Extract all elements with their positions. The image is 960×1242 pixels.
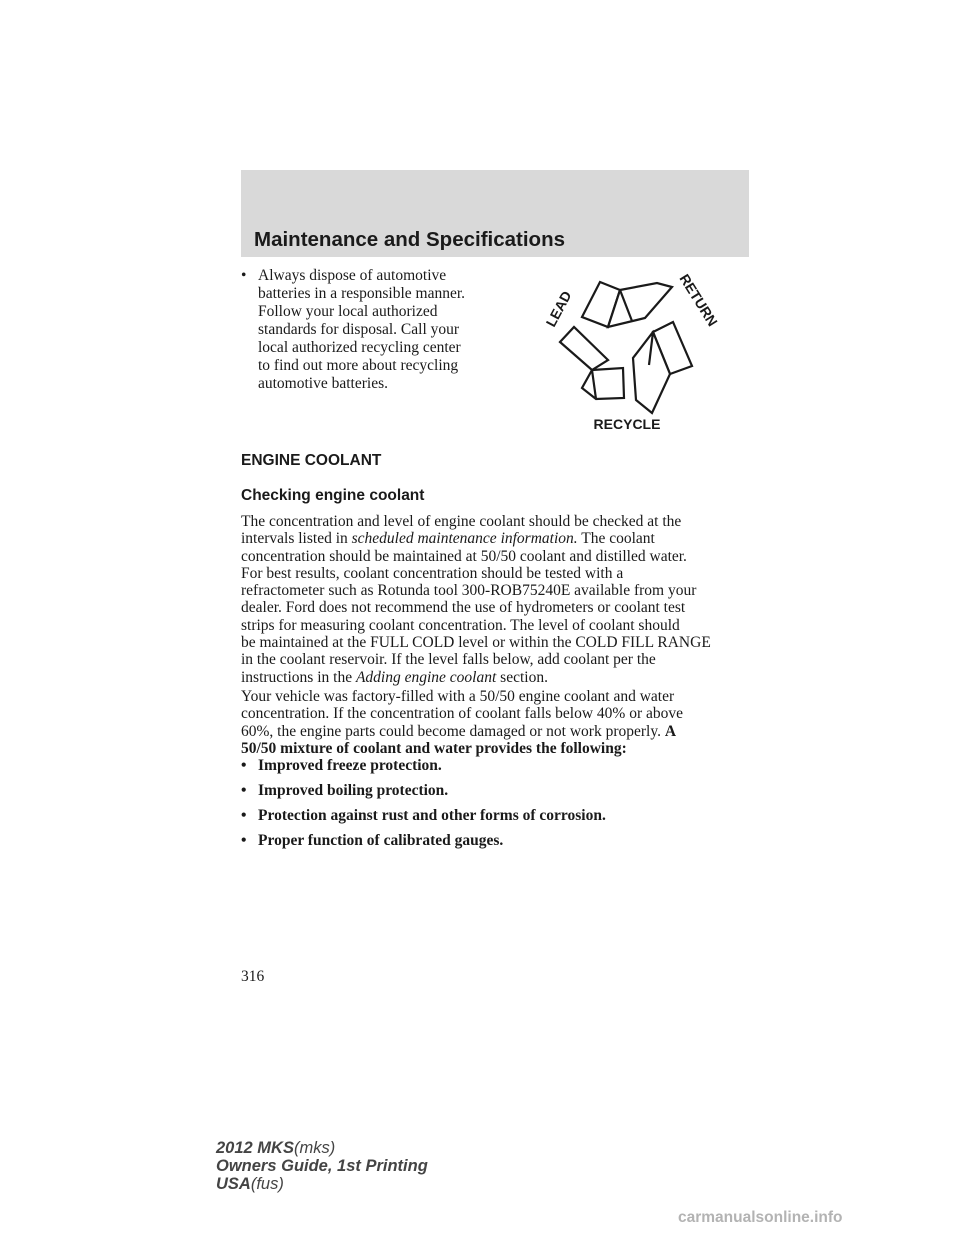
footer-region: USA — [216, 1175, 251, 1193]
footer-region-code: (fus) — [250, 1175, 284, 1193]
paragraph-line — [241, 740, 761, 757]
paragraph-line — [241, 705, 761, 722]
text-run: intervals listed in — [241, 530, 352, 548]
battery-disposal-bullet — [241, 267, 521, 393]
watermark-text: carmanualsonline.info — [678, 1209, 843, 1226]
bullet-dot-icon: • — [241, 832, 247, 849]
list-item-text: Protection against rust and other forms of corrosion. — [258, 807, 606, 824]
bold-text: A — [664, 722, 677, 740]
text-run: be maintained at the FULL COLD level or within the COLD FILL RANGE — [241, 634, 711, 652]
footer-line-model — [216, 1139, 428, 1157]
text-run: 60%, the engine parts could become damaged or not work properly. — [241, 722, 665, 740]
list-item — [241, 832, 761, 857]
recycle-label-return: RETURN — [676, 271, 721, 330]
bullet-dot-icon: • — [241, 807, 247, 824]
paragraph-line — [241, 688, 761, 705]
paragraph-line — [241, 651, 761, 668]
footer-model: 2012 MKS — [216, 1139, 294, 1157]
paragraph-line — [241, 548, 761, 565]
recycle-label-recycle: RECYCLE — [593, 416, 661, 432]
paragraph-line — [241, 530, 761, 547]
bullet-dot-icon: • — [241, 782, 247, 799]
coolant-benefits-list — [241, 757, 761, 857]
paragraph-line — [241, 582, 761, 599]
text-run: For best results, coolant concentration should be tested with a — [241, 564, 624, 582]
bullet-text: Always dispose of automotive batteries in a responsible manner. Follow your local authorized standards for disposal. Call your local authorized recycling center to find out more about recycling automotive batteries. — [258, 267, 466, 392]
footer-line-region — [216, 1175, 428, 1193]
text-run: refractometer such as Rotunda tool 300-ROB75240E available from your — [241, 582, 697, 600]
footer-model-code: (mks) — [293, 1139, 336, 1157]
list-item — [241, 757, 761, 782]
italic-reference: Adding engine coolant — [355, 668, 497, 686]
paragraph-line — [241, 565, 761, 582]
bullet-dot-icon: • — [241, 267, 247, 284]
text-run: concentration should be maintained at 50/50 coolant and distilled water. — [241, 547, 687, 565]
lead-recycle-figure — [536, 270, 732, 438]
text-run: section. — [496, 668, 548, 686]
checking-coolant-subheading: Checking engine coolant — [241, 487, 425, 504]
footer-line-guide — [216, 1157, 428, 1175]
list-item — [241, 782, 761, 807]
engine-coolant-heading: ENGINE COOLANT — [241, 452, 382, 469]
text-run: strips for measuring coolant concentration. The level of coolant should — [241, 616, 680, 634]
text-run: concentration. If the concentration of coolant falls below 40% or above — [241, 705, 684, 723]
italic-reference: scheduled maintenance information. — [351, 530, 578, 548]
recycle-label-lead: LEAD — [542, 288, 575, 330]
text-run: The concentration and level of engine coolant should be checked at the — [241, 513, 682, 530]
paragraph-line — [241, 634, 761, 651]
list-item-text: Proper function of calibrated gauges. — [258, 832, 504, 849]
bullet-dot-icon: • — [241, 757, 247, 774]
text-run: dealer. Ford does not recommend the use of hydrometers or coolant test — [241, 599, 686, 617]
list-item — [241, 807, 761, 832]
text-run: The coolant — [577, 530, 655, 548]
paragraph-line — [241, 669, 761, 686]
footer-guide: Owners Guide, 1st Printing — [216, 1157, 428, 1175]
paragraph-line — [241, 617, 761, 634]
paragraph-line — [241, 723, 761, 740]
section-title: Maintenance and Specifications — [254, 228, 565, 251]
text-run: in the coolant reservoir. If the level falls below, add coolant per the — [241, 651, 656, 669]
paragraph-line — [241, 513, 761, 530]
paragraph-line — [241, 599, 761, 616]
recycle-arrow-left-head — [582, 368, 624, 399]
coolant-mixture-paragraph — [241, 688, 761, 757]
list-item-text: Improved freeze protection. — [258, 757, 442, 774]
recycle-arrow-left — [560, 327, 608, 370]
coolant-check-paragraph — [241, 513, 761, 686]
page-number: 316 — [241, 968, 265, 985]
document-footer — [216, 1139, 428, 1193]
list-item-text: Improved boiling protection. — [258, 782, 449, 799]
bold-text: 50/50 mixture of coolant and water provides the following: — [241, 739, 627, 757]
text-run: instructions in the — [241, 668, 356, 686]
text-run: Your vehicle was factory-filled with a 50/50 engine coolant and water — [241, 688, 675, 705]
bullet-row — [241, 267, 521, 393]
